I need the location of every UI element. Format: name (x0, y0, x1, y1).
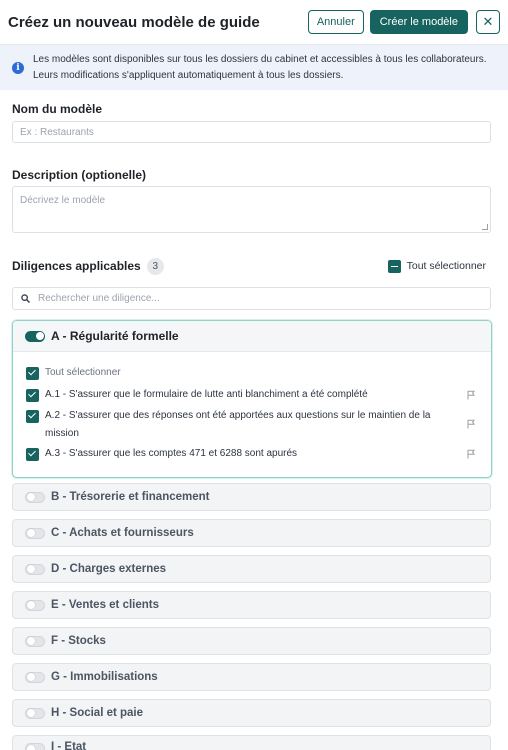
section-toggle[interactable] (25, 672, 45, 683)
section-title: F - Stocks (51, 635, 106, 647)
select-all-label: Tout sélectionner (406, 260, 486, 272)
section-title: H - Social et paie (51, 707, 144, 719)
section-title: G - Immobilisations (51, 671, 158, 683)
section-toggle[interactable] (25, 600, 45, 611)
section-toggle[interactable] (25, 528, 45, 539)
section-b[interactable] (12, 483, 491, 511)
section-e[interactable] (12, 591, 491, 619)
section-a-expanded (12, 320, 492, 478)
template-name-placeholder: Ex : Restaurants (20, 126, 94, 138)
section-c[interactable] (12, 519, 491, 547)
section-title: C - Achats et fournisseurs (51, 527, 194, 539)
diligences-title: Diligences applicables (12, 259, 141, 273)
indeterminate-checkbox-icon[interactable] (388, 260, 401, 273)
info-text: Les modèles sont disponibles sur tous les dossiers du cabinet et accessibles à tous les collaborateurs. Leurs modifications s'appliquent automatiquement à tous les dossiers. (33, 53, 487, 81)
diligence-item[interactable] (26, 445, 476, 463)
section-a-header[interactable] (13, 321, 491, 352)
description-label: Description (optionelle) (12, 168, 147, 182)
close-icon: ✕ (482, 14, 494, 29)
section-toggle[interactable] (25, 564, 45, 575)
checkbox-checked-icon[interactable] (26, 389, 39, 402)
section-i[interactable] (12, 735, 491, 750)
flag-icon[interactable] (467, 390, 476, 400)
section-g[interactable] (12, 663, 491, 691)
search-icon (21, 294, 30, 303)
section-title: E - Ventes et clients (51, 599, 160, 611)
description-placeholder: Décrivez le modèle (20, 195, 106, 206)
panel-header (0, 0, 508, 45)
diligence-search-input[interactable] (12, 287, 491, 310)
section-toggle[interactable] (25, 636, 45, 647)
template-name-input[interactable] (12, 121, 491, 143)
checkbox-checked-icon[interactable] (26, 410, 39, 423)
create-template-button[interactable]: Créer le modèle (370, 10, 468, 34)
resize-handle-icon[interactable] (482, 224, 488, 230)
section-f[interactable] (12, 627, 491, 655)
flag-icon[interactable] (467, 419, 476, 429)
section-d[interactable] (12, 555, 491, 583)
diligences-header (12, 257, 491, 275)
section-a-toggle[interactable] (25, 331, 45, 342)
section-title: I - Etat (51, 741, 87, 750)
diligence-item[interactable] (26, 407, 476, 443)
section-toggle[interactable] (25, 743, 45, 750)
section-toggle[interactable] (25, 492, 45, 503)
page-title: Créez un nouveau modèle de guide (8, 13, 260, 31)
search-placeholder: Rechercher une diligence... (38, 293, 160, 304)
section-a-select-all[interactable] (26, 364, 476, 382)
section-h[interactable] (12, 699, 491, 727)
section-toggle[interactable] (25, 708, 45, 719)
description-textarea[interactable] (12, 186, 491, 233)
section-a-title: A - Régularité formelle (51, 329, 179, 343)
close-button[interactable] (476, 10, 500, 34)
diligence-item-label: A.1 - S'assurer que le formulaire de lutte anti blanchiment a été complété (45, 389, 368, 400)
diligence-item[interactable] (26, 386, 476, 404)
cancel-button[interactable]: Annuler (308, 10, 364, 34)
section-title: B - Trésorerie et financement (51, 491, 210, 503)
diligence-item-label: A.2 - S'assurer que des réponses ont été apportées aux questions sur le maintien de la mission (45, 410, 431, 439)
flag-icon[interactable] (467, 449, 476, 459)
checkbox-checked-icon[interactable] (26, 448, 39, 461)
section-title: D - Charges externes (51, 563, 167, 575)
select-all-toggle[interactable] (388, 260, 486, 273)
template-name-label: Nom du modèle (12, 102, 103, 116)
info-icon: i (12, 62, 24, 74)
section-a-select-all-label: Tout sélectionner (45, 367, 121, 378)
diligences-count-badge: 3 (147, 258, 164, 275)
diligence-item-label: A.3 - S'assurer que les comptes 471 et 6288 sont apurés (45, 448, 298, 459)
info-banner (0, 45, 508, 90)
checkbox-checked-icon[interactable] (26, 367, 39, 380)
